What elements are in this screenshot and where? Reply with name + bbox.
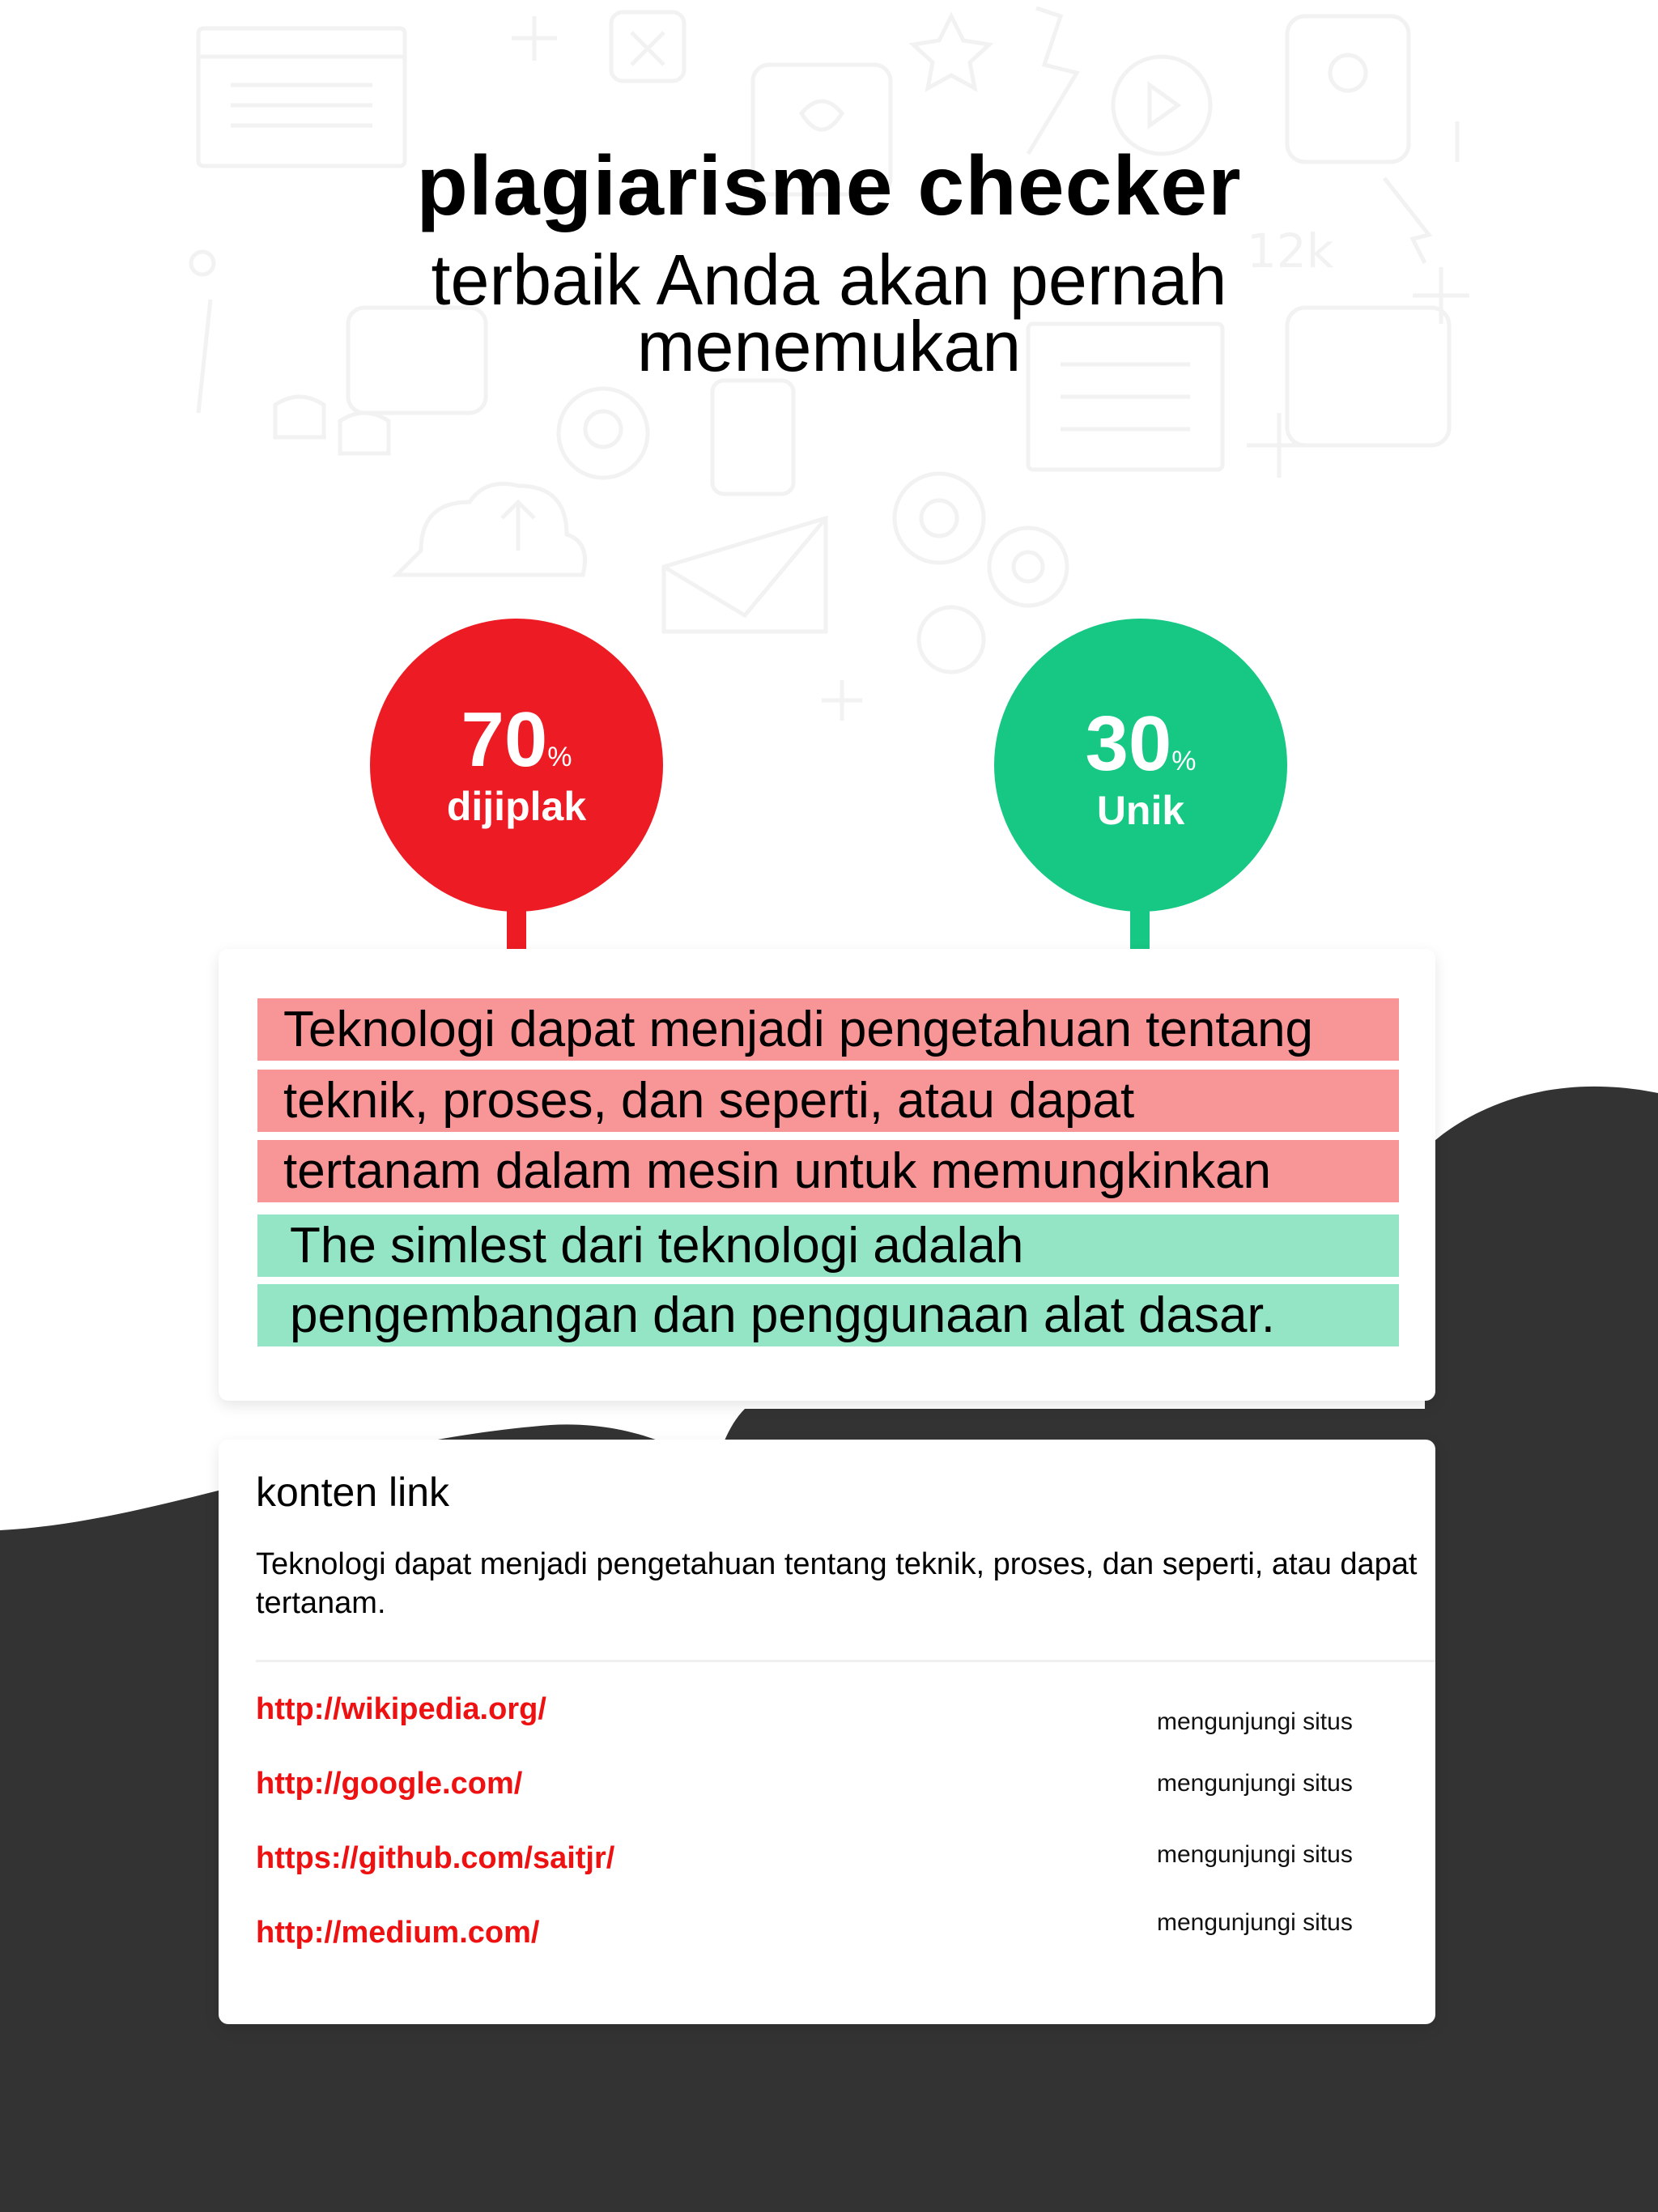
plagiarized-line: teknik, proses, dan seperti, atau dapat xyxy=(257,1070,1399,1132)
plagiarized-percentage: 70% xyxy=(461,696,572,783)
visit-site-link[interactable]: mengunjungi situs xyxy=(1157,1841,1353,1868)
links-card-description: Teknologi dapat menjadi pengetahuan tentang teknik, proses, dan seperti, atau dapat tertanam. xyxy=(256,1547,1418,1620)
divider xyxy=(256,1660,1435,1662)
links-card-title: konten link xyxy=(256,1470,450,1515)
plagiarized-stat-badge xyxy=(370,619,663,912)
content-links-card xyxy=(219,1440,1435,2024)
unique-line: pengembangan dan penggunaan alat dasar. xyxy=(257,1284,1399,1346)
visit-site-link[interactable]: mengunjungi situs xyxy=(1157,1708,1353,1735)
unique-stat-badge xyxy=(994,619,1287,912)
link-row xyxy=(256,1909,1405,1964)
plagiarized-line: Teknologi dapat menjadi pengetahuan tentang xyxy=(257,998,1399,1061)
plagiarized-stem xyxy=(507,903,526,951)
subtitle-line-1: terbaik Anda akan pernah xyxy=(431,240,1227,320)
visit-site-link[interactable]: mengunjungi situs xyxy=(1157,1770,1353,1797)
analysis-card xyxy=(219,949,1435,1401)
unique-stem xyxy=(1130,903,1150,951)
unique-label: Unik xyxy=(1096,788,1185,833)
source-link[interactable]: http://google.com/ xyxy=(256,1767,523,1801)
link-row xyxy=(256,1841,1405,1890)
unique-line: The simlest dari teknologi adalah xyxy=(257,1214,1399,1277)
unique-percentage: 30% xyxy=(1085,700,1197,787)
link-row xyxy=(256,1767,1405,1815)
svg-text:12k: 12k xyxy=(1247,223,1334,279)
source-link[interactable]: https://github.com/saitjr/ xyxy=(256,1841,615,1875)
subtitle-line-2: menemukan xyxy=(636,306,1022,386)
source-link[interactable]: http://wikipedia.org/ xyxy=(256,1692,546,1726)
page-subtitle xyxy=(16,240,1641,386)
link-row xyxy=(256,1692,1405,1741)
page-title: plagiarisme checker xyxy=(416,139,1242,233)
source-link[interactable]: http://medium.com/ xyxy=(256,1916,540,1950)
visit-site-link[interactable]: mengunjungi situs xyxy=(1157,1909,1353,1936)
plagiarized-line: tertanam dalam mesin untuk memungkinkan xyxy=(257,1140,1399,1202)
plagiarized-label: dijiplak xyxy=(446,784,587,829)
